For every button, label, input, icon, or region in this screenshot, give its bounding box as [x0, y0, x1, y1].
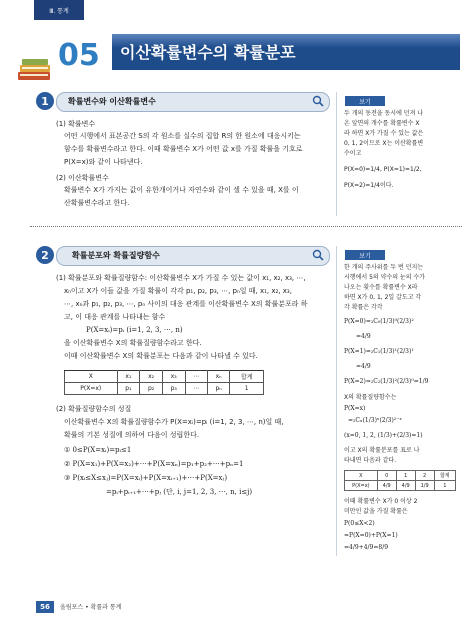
table-cell: ⋯: [185, 371, 207, 383]
body-text: 함수를 확률변수라고 한다. 이때 확률변수 X가 어떤 값 x를 가질 확률을 기호로: [64, 145, 303, 153]
sidebar-equation: P(0≤X<2): [344, 520, 375, 527]
body-text: 을 이산확률변수 X의 확률질량함수라고 한다.: [64, 339, 202, 347]
magnifier-icon: [312, 249, 324, 261]
table-cell: 4/9: [396, 481, 415, 491]
table-cell: ⋯: [185, 383, 207, 395]
section-divider: [30, 226, 462, 227]
sidebar-equation: =P(X=0)+P(X=1): [344, 532, 398, 539]
table-cell: 1: [230, 383, 264, 395]
sidebar-text: 0, 1, 2이므로 X는 이산확률변: [344, 140, 424, 147]
section-title: 확률변수와 이산확률변수: [68, 97, 156, 106]
sidebar-equation: P(X=2)=1/4이다.: [344, 182, 394, 189]
lesson-number: 05: [58, 38, 100, 73]
magnifier-icon: [312, 95, 324, 107]
sidebar-text: 이때 확률변수 X가 0 이상 2: [344, 498, 418, 505]
books-icon: [16, 56, 54, 82]
sidebar-text: 한 개의 주사위를 두 번 던지는: [344, 264, 424, 271]
table-cell: x₃: [162, 371, 185, 383]
body-text: 확률변수 X가 가지는 값이 유한개이거나 자연수와 같이 셀 수 있을 때, X를 이: [64, 186, 299, 194]
body-text: 이산확률변수 X의 확률질량함수가 P(X=xᵢ)=pᵢ (i=1, 2, 3, ⋯, n)일 때,: [64, 418, 284, 426]
property: ③ P(xᵢ≤X≤xⱼ)=P(X=xᵢ)+P(X=xᵢ₊₁)+⋯+P(X=xⱼ): [64, 474, 228, 482]
sidebar-equation: =4/9: [356, 333, 371, 340]
sidebar-equation: =4/9: [356, 363, 371, 370]
table-cell: P(X=x): [345, 481, 378, 491]
section-number: 2: [36, 246, 54, 264]
sidebar-text: 나오는 횟수를 확률변수 X라: [344, 284, 418, 291]
table-cell: 합계: [230, 371, 264, 383]
body-text: ⋯, xₙ과 p₁, p₂, p₃, ⋯, pₙ 사이의 대응 관계를 이산확률변수 X의 확률분포라 하: [64, 300, 308, 308]
table-cell: xₙ: [207, 371, 230, 383]
sidebar-equation: =4/9+4/9=8/9: [344, 544, 389, 551]
sidebar-text: 시행에서 5의 약수의 눈의 수가: [344, 274, 425, 281]
body-text: 어떤 시행에서 표본공간 S의 각 원소를 실수의 집합 R의 한 원소에 대응시키는: [64, 132, 301, 140]
sidebar-text: 각 확률은 각각: [344, 304, 383, 311]
sidebar-equation: P(X=2)=₂C₂(1/3)²(2/3)⁰=1/9: [344, 378, 429, 385]
sidebar-divider: [336, 92, 337, 216]
table-cell: 1: [396, 471, 415, 481]
sidebar-divider: [336, 246, 337, 556]
table-cell: 4/9: [377, 481, 396, 491]
table-cell: X: [65, 371, 118, 383]
equation: P(X=xᵢ)=pᵢ (i=1, 2, 3, ⋯, n): [86, 326, 183, 334]
sidebar-text: 이고 X의 확률분포를 표로 나: [344, 447, 420, 454]
body-text: P(X=x)와 같이 나타낸다.: [64, 158, 143, 166]
table-cell: 0: [377, 471, 396, 481]
sidebar-text: 수이고: [344, 150, 362, 157]
sidebar-equation: P(X=0)=₂C₀(1/3)⁰(2/3)²: [344, 318, 414, 325]
item2-heading: (2) 이산확률변수: [56, 174, 109, 182]
section-number: 1: [36, 92, 54, 110]
property: ② P(X=x₁)+P(X=x₂)+⋯+P(X=xₙ)=p₁+p₂+⋯+pₙ=1: [64, 460, 244, 468]
table-cell: 1/9: [415, 481, 434, 491]
body-text: 이때 이산확률변수 X의 확률분포는 다음과 같이 나타낼 수 있다.: [64, 352, 258, 360]
sidebar-equation: P(X=0)=1/4, P(X=1)=1/2,: [344, 166, 422, 173]
table-cell: pₙ: [207, 383, 230, 395]
sidebar-equation: P(X=x): [344, 405, 366, 412]
sidebar-tag: 보기: [345, 250, 385, 260]
footer-text: 올림포스 • 확률과 통계: [60, 604, 122, 611]
lesson-title: 이산확률변수의 확률분포: [120, 43, 296, 62]
sidebar-equation: P(X=1)=₂C₁(1/3)¹(2/3)¹: [344, 348, 414, 355]
chapter-tag: Ⅲ. 통계: [34, 0, 84, 20]
table-cell: X: [345, 471, 378, 481]
section-title: 확률분포와 확률질량함수: [72, 251, 160, 260]
sidebar-text: 타내면 다음과 같다.: [344, 457, 397, 464]
body-text: 확률의 기본 성질에 의하여 다음이 성립한다.: [64, 431, 200, 439]
table-cell: 2: [415, 471, 434, 481]
sidebar-text: 두 개의 동전을 동시에 던져 나: [344, 110, 424, 117]
table-cell: 합계: [434, 471, 455, 481]
property: ① 0≤P(X=xᵢ)=pᵢ≤1: [64, 446, 132, 454]
page-number: 56: [36, 601, 54, 613]
item1-heading: (1) 확률변수: [56, 120, 96, 128]
sidebar-text: 라 하면 X가 가질 수 있는 값은: [344, 130, 424, 137]
item-heading: (2) 확률질량함수의 성질: [56, 405, 132, 413]
sidebar-text: 미만인 값을 가질 확률은: [344, 508, 408, 515]
table-cell: P(X=x): [65, 383, 118, 395]
sidebar-text: 하면 X가 0, 1, 2일 갈도고 각: [344, 294, 422, 301]
table-cell: p₁: [117, 383, 140, 395]
property: =pᵢ+pᵢ₊₁+⋯+pⱼ (단, i, j=1, 2, 3, ⋯, n, i≤j): [106, 488, 253, 496]
table-cell: x₂: [140, 371, 163, 383]
sidebar-distribution-table: [344, 470, 456, 491]
probability-distribution-table: [64, 370, 264, 395]
sidebar-text: 온 앞면의 개수를 확률변수 X: [344, 120, 420, 127]
body-text: (1) 확률분포와 확률질량함수: 이산확률변수 X가 가질 수 있는 값이 x₁, x₂, x₃, ⋯,: [56, 274, 306, 282]
table-cell: x₁: [117, 371, 140, 383]
sidebar-equation: (x=0, 1, 2, (1/3)+(2/3)=1): [344, 432, 423, 439]
body-text: xₙ이고 X가 이들 값을 가질 확률이 각각 p₁, p₂, p₃, ⋯, pₙ일 때, x₁, x₂, x₃,: [64, 287, 292, 295]
table-cell: 1: [434, 481, 455, 491]
body-text: 고, 이 대응 관계를 나타내는 함수: [64, 313, 166, 321]
table-cell: p₂: [140, 383, 163, 395]
sidebar-text: X의 확률질량함수는: [344, 394, 397, 401]
body-text: 산확률변수라고 한다.: [64, 199, 130, 207]
sidebar-equation: =₂Cₓ(1/3)ˣ(2/3)²⁻ˣ: [348, 417, 402, 424]
table-cell: p₃: [162, 383, 185, 395]
sidebar-tag: 보기: [345, 96, 385, 106]
